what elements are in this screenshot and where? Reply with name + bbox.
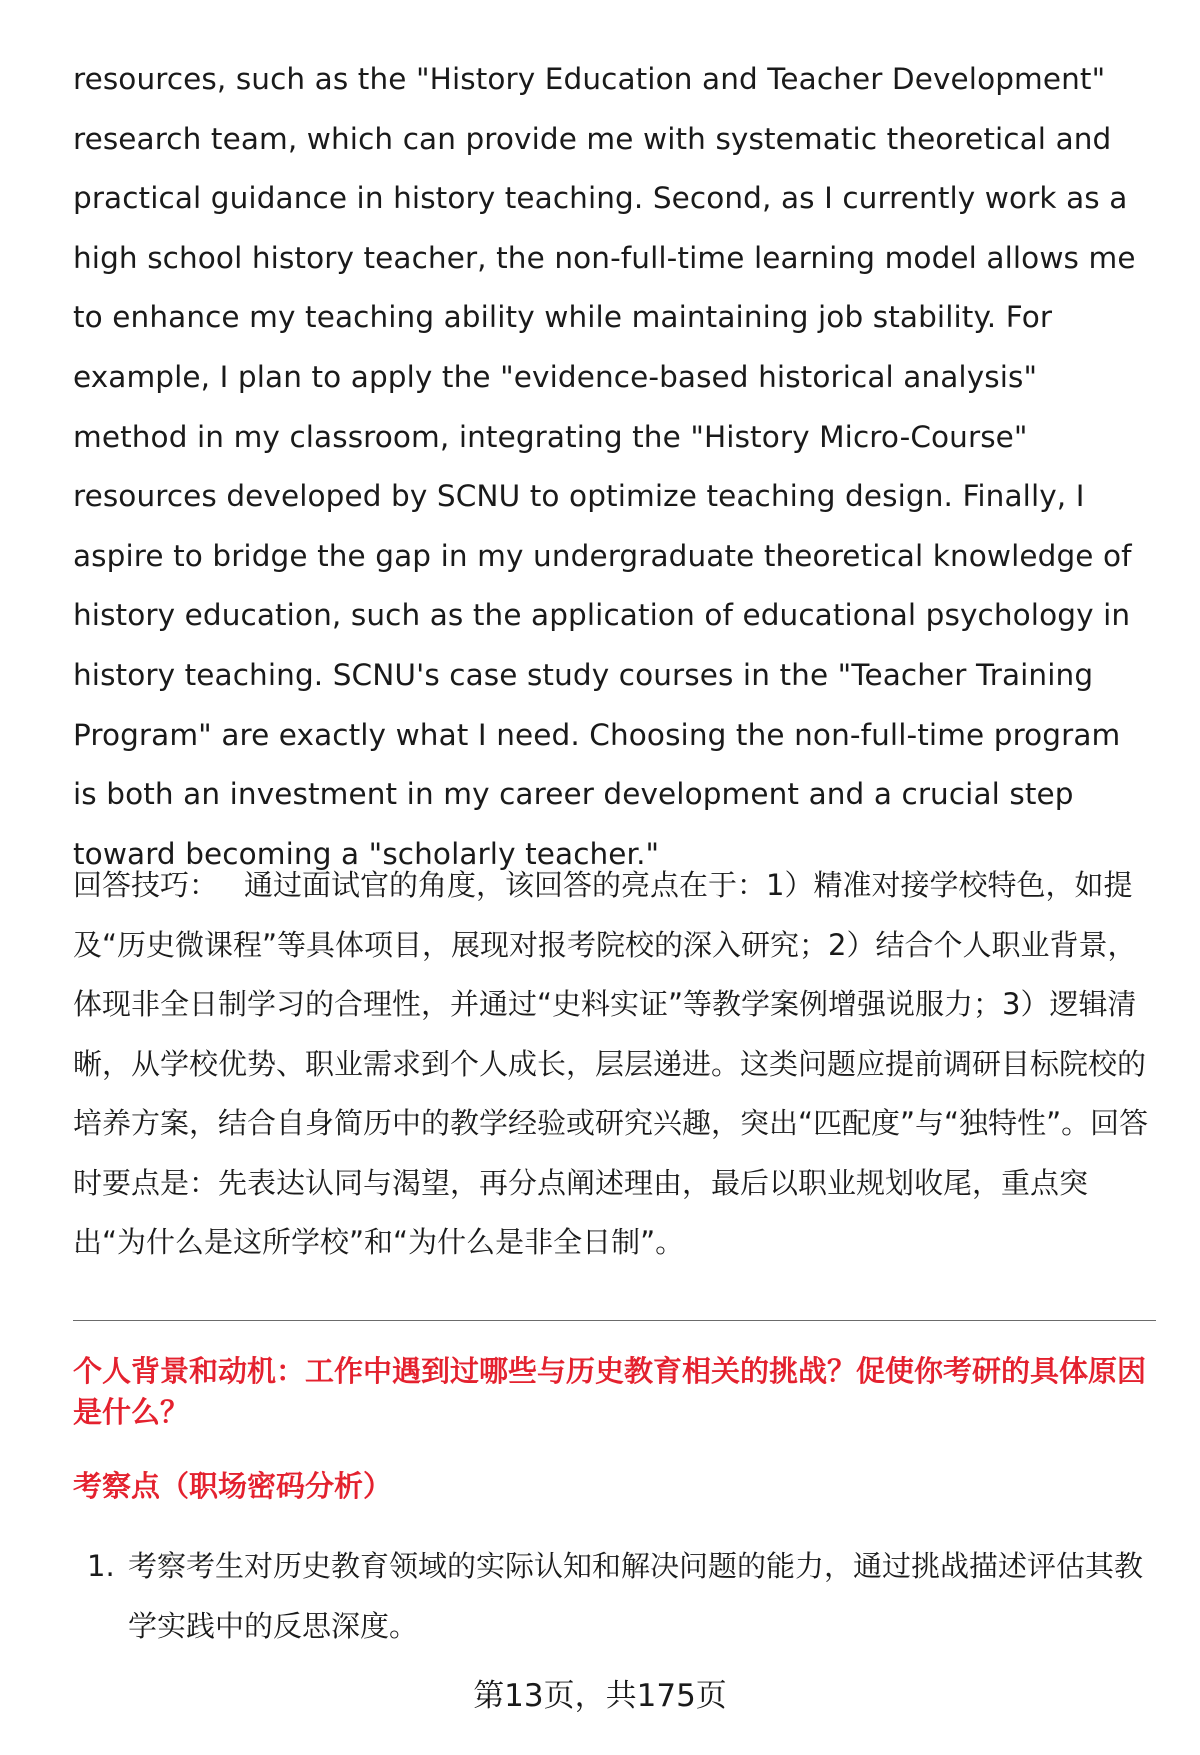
question-heading: 个人背景和动机：工作中遇到过哪些与历史教育相关的挑战？促使你考研的具体原因是什么？ (73, 1354, 1147, 1429)
list-item-text: 考察考生对历史教育领域的实际认知和解决问题的能力，通过挑战描述评估其教学实践中的反思深度。 (128, 1549, 1144, 1643)
page-number-footer: 第13页，共175页 (473, 1678, 727, 1714)
assessment-subheading: 考察点（职场密码分析） (73, 1469, 393, 1503)
answer-tip-label: 回答技巧： (73, 868, 219, 902)
answer-tip-text: 通过面试官的角度，该回答的亮点在于：1）精准对接学校特色，如提及“历史微课程”等具体项目，展现对报考院校的深入研究；2）结合个人职业背景，体现非全日制学习的合理性，并通过“史料实证”等教学案例增强说服力；3）逻辑清晰，从学校优势、职业需求到个人成长，层层递进。这类问题应提前调研目标院校的培养方案，结合自身简历中的教学经验或研究兴趣，突出“匹配度”与“独特性”。回答时要点是：先表达认同与渴望，再分点阐述理由，最后以职业规划收尾，重点突出“为什么是这所学校”和“为什么是非全日制”。 (73, 868, 1149, 1259)
section-divider (73, 1320, 1156, 1321)
body-paragraph: resources, such as the "History Education and Teacher Development" research team, which can provide me with systematic theoretical and practical guidance in history teaching. Second, as I currently work as a high school history teacher, the non-full-time learning model allows me to enhance my teaching ability while maintaining job stability. For example, I plan to apply the "evidence-based historical analysis" method in my classroom, integrating the "History Micro-Course" resources developed by SCNU to optimize teaching design. Finally, I aspire to bridge the gap in my undergraduate theoretical knowledge of history education, such as the application of educational psychology in history teaching. SCNU's case study courses in the "Teacher Training Program" are exactly what I need. Choosing the non-full-time program is both an investment in my career development and a crucial step toward becoming a "scholarly teacher." (73, 62, 1136, 871)
assessment-list (73, 1536, 1158, 1656)
answer-tip (73, 856, 1153, 1273)
list-item (73, 1536, 1158, 1656)
list-item-number: 1. (87, 1549, 115, 1583)
